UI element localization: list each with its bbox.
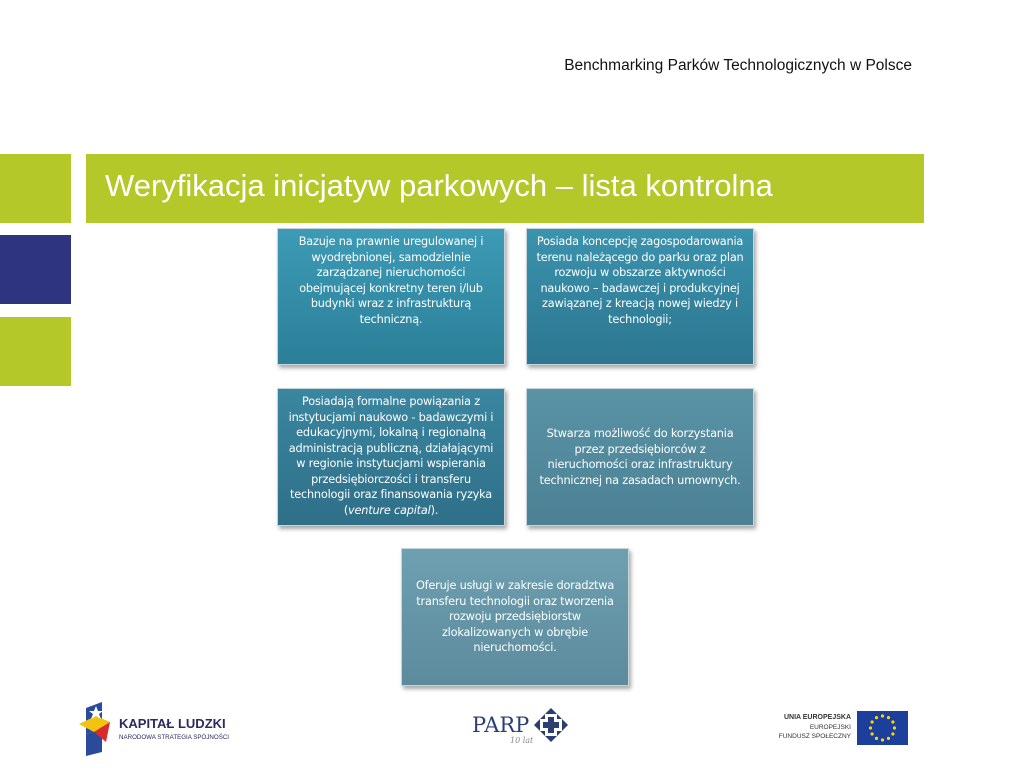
criteria-box-services	[401, 548, 629, 686]
parp-diamond-icon	[534, 708, 568, 742]
parp-anniversary: 10 lat	[510, 736, 534, 745]
kapital-ludzki-name: KAPITAŁ LUDZKI	[119, 716, 226, 731]
slide-title-band	[86, 154, 924, 223]
kapital-ludzki-subtitle: NARODOWA STRATEGIA SPÓJNOŚCI	[119, 734, 230, 741]
decor-square-green-bottom	[0, 317, 71, 386]
presentation-header: Benchmarking Parków Technologicznych w Polsce	[564, 57, 912, 74]
eu-title: UNIA EUROPEJSKA	[783, 714, 851, 721]
criteria-text: Posiada koncepcję zagospodarowania terenu należącego do parku oraz plan rozwoju w obszarze aktywności naukowo – badawczej i produkcyjnej zawiązanej z kreacją nowej wiedzy i technologii;	[536, 235, 744, 326]
parp-logo	[470, 706, 570, 750]
eu-flag-icon	[857, 711, 908, 745]
decor-square-navy	[0, 235, 71, 304]
criteria-text	[284, 394, 498, 518]
kapital-ludzki-emblem-icon	[76, 702, 116, 756]
eu-fund: FUNDUSZ SPOŁECZNY	[778, 733, 851, 740]
parp-name: PARP	[472, 713, 530, 737]
criteria-text-italic: venture capital	[348, 503, 431, 517]
eu-logo	[776, 708, 911, 748]
slide-title: Weryfikacja inicjatyw parkowych – lista kontrolna	[105, 168, 773, 203]
criteria-text-main: Posiadają formalne powiązania z instytucjami naukowo - badawczymi i edukacyjnymi, lokalną i regionalną administracją publiczną, działającymi w regionie instytucjami wspierania przedsiębiorczości i transferu technologii oraz finansowania ryzyka (	[288, 395, 494, 517]
kapital-ludzki-logo	[76, 702, 246, 756]
criteria-text: Oferuje usługi w zakresie doradztwa transferu technologii oraz tworzenia rozwoju przedsiębiorstw zlokalizowanych w obrębie nieruchomości.	[415, 579, 615, 655]
decor-square-green-top	[0, 154, 71, 223]
criteria-box-concept	[526, 228, 754, 365]
criteria-text-end: ).	[430, 503, 439, 517]
criteria-text: Bazuje na prawnie uregulowanej i wyodrębnionej, samodzielnie zarządzanej nieruchomości obejmującej konkretny teren i/lub budynki wraz z infrastrukturą techniczną.	[298, 235, 484, 326]
criteria-box-links	[277, 388, 505, 526]
criteria-box-infrastructure	[526, 388, 754, 526]
criteria-box-property	[277, 228, 505, 365]
eu-subtitle: EUROPEJSKI	[809, 724, 851, 731]
criteria-text: Stwarza możliwość do korzystania przez przedsiębiorców z nieruchomości oraz infrastruktury technicznej na zasadach umownych.	[539, 427, 741, 487]
